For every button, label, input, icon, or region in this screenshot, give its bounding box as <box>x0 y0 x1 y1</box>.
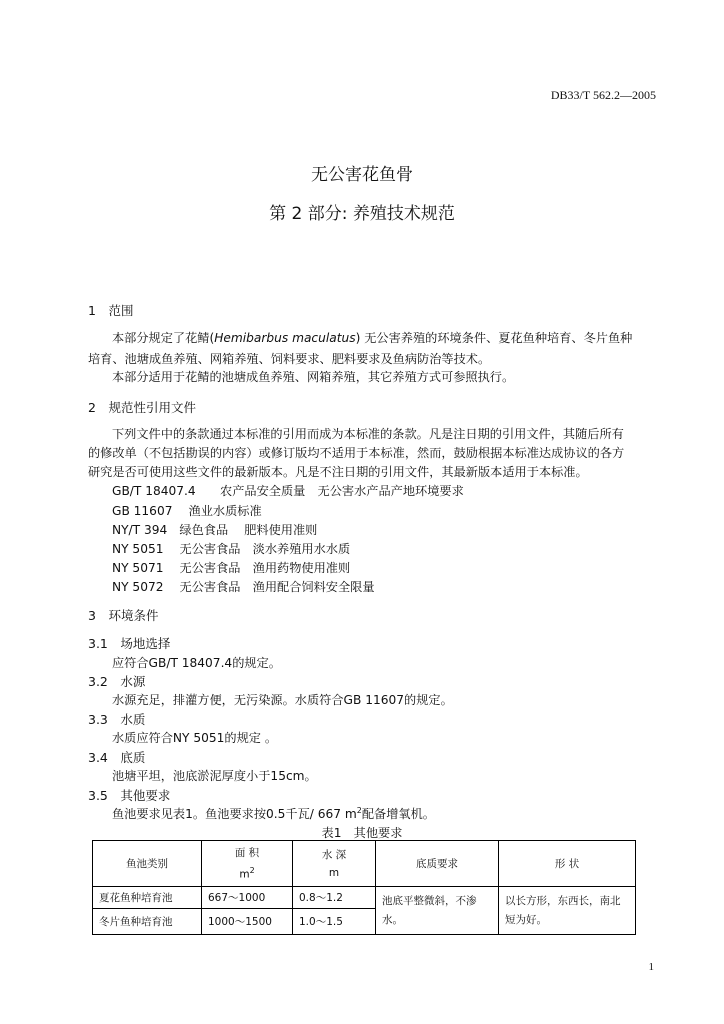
p1-pre: 本部分规定了花鲭( <box>112 331 215 345</box>
section-1-paragraph-1-line-2: 培育、池塘成鱼养殖、网箱养殖、饲料要求、肥料要求及鱼病防治等技术。 <box>88 352 491 366</box>
reference-item: NY 5051 无公害食品 淡水养殖用水水质 <box>112 542 351 556</box>
reference-item: NY 5072 无公害食品 渔用配合饲料安全限量 <box>112 580 375 594</box>
table-row <box>93 887 636 909</box>
table-header-row <box>93 841 636 887</box>
cell-type: 夏花鱼种培育池 <box>93 887 202 909</box>
superscript: 2 <box>356 805 362 815</box>
standard-code: DB33/T 562.2—2005 <box>550 88 656 102</box>
depth-label: 水 深 <box>321 848 347 861</box>
reference-item: NY 5071 无公害食品 渔用药物使用准则 <box>112 561 351 575</box>
header-depth <box>293 841 376 887</box>
section-2-text-line-1: 下列文件中的条款通过本标准的引用而成为本标准的条款。凡是注日期的引用文件，其随后所有 <box>112 427 624 441</box>
cell-shape: 以长方形，东西长，南北短为好。 <box>499 887 636 935</box>
subsection-heading: 3.5 其他要求 <box>88 788 171 803</box>
subsection-text: 水源充足，排灌方便，无污染源。水质符合GB 11607的规定。 <box>112 693 453 707</box>
reference-item: GB/T 18407.4 农产品安全质量 无公害水产品产地环境要求 <box>112 484 464 498</box>
subsection-heading: 3.3 水质 <box>88 712 146 727</box>
document-title: 无公害花鱼骨 <box>311 165 413 185</box>
subsection-heading: 3.1 场地选择 <box>88 636 171 651</box>
cell-depth: 0.8～1.2 <box>293 887 376 909</box>
subsection-heading: 3.2 水源 <box>88 674 146 689</box>
latin-name: Hemibarbus maculatus <box>214 331 356 345</box>
page-number: 1 <box>648 961 654 973</box>
section-2-text-line-3: 研究是否可使用这些文件的最新版本。凡是不注日期的引用文件，其最新版本适用于本标准。 <box>88 465 588 479</box>
cell-area: 1000～1500 <box>202 909 293 935</box>
area-label: 面 积 <box>234 846 260 859</box>
subsection-text: 池塘平坦，池底淤泥厚度小于15cm。 <box>112 769 317 783</box>
header-area <box>202 841 293 887</box>
cell-type: 冬片鱼种培育池 <box>93 909 202 935</box>
cell-bottom: 池底平整微斜，不渗水。 <box>376 887 499 935</box>
section-2-text-line-2: 的修改单（不包括勘误的内容）或修订版均不适用于本标准，然而，鼓励根据本标准达成协议的各方 <box>88 446 625 460</box>
header-pond-type: 鱼池类别 <box>93 841 202 887</box>
section-1-paragraph-1 <box>112 329 632 346</box>
cell-depth: 1.0～1.5 <box>293 909 376 935</box>
section-1-heading: 1 范围 <box>88 303 134 318</box>
area-unit: $m^2$ <box>239 865 255 881</box>
table-caption: 表1 其他要求 <box>321 826 403 840</box>
p1-post: ) 无公害养殖的环境条件、夏花鱼种培育、冬片鱼种 <box>355 331 633 345</box>
subsection-text <box>112 805 435 822</box>
text-post: 配备增氧机。 <box>361 807 435 821</box>
header-shape: 形 状 <box>499 841 636 887</box>
subsection-text: 水质应符合NY 5051的规定 。 <box>112 731 278 745</box>
reference-item: NY/T 394 绿色食品 肥料使用准则 <box>112 523 318 537</box>
section-3-heading: 3 环境条件 <box>88 608 159 623</box>
subsection-heading: 3.4 底质 <box>88 750 146 765</box>
cell-area: 667～1000 <box>202 887 293 909</box>
depth-unit: m <box>328 866 340 879</box>
reference-item: GB 11607 渔业水质标准 <box>112 504 262 518</box>
text-pre: 鱼池要求见表1。鱼池要求按0.5千瓦/ 667 m <box>112 807 357 821</box>
requirements-table <box>92 840 636 935</box>
document-subtitle: 第 2 部分: 养殖技术规范 <box>269 204 455 224</box>
subsection-text: 应符合GB/T 18407.4的规定。 <box>112 656 281 670</box>
section-1-paragraph-2: 本部分适用于花鲭的池塘成鱼养殖、网箱养殖，其它养殖方式可参照执行。 <box>112 370 515 384</box>
header-bottom: 底质要求 <box>376 841 499 887</box>
section-2-heading: 2 规范性引用文件 <box>88 400 196 415</box>
